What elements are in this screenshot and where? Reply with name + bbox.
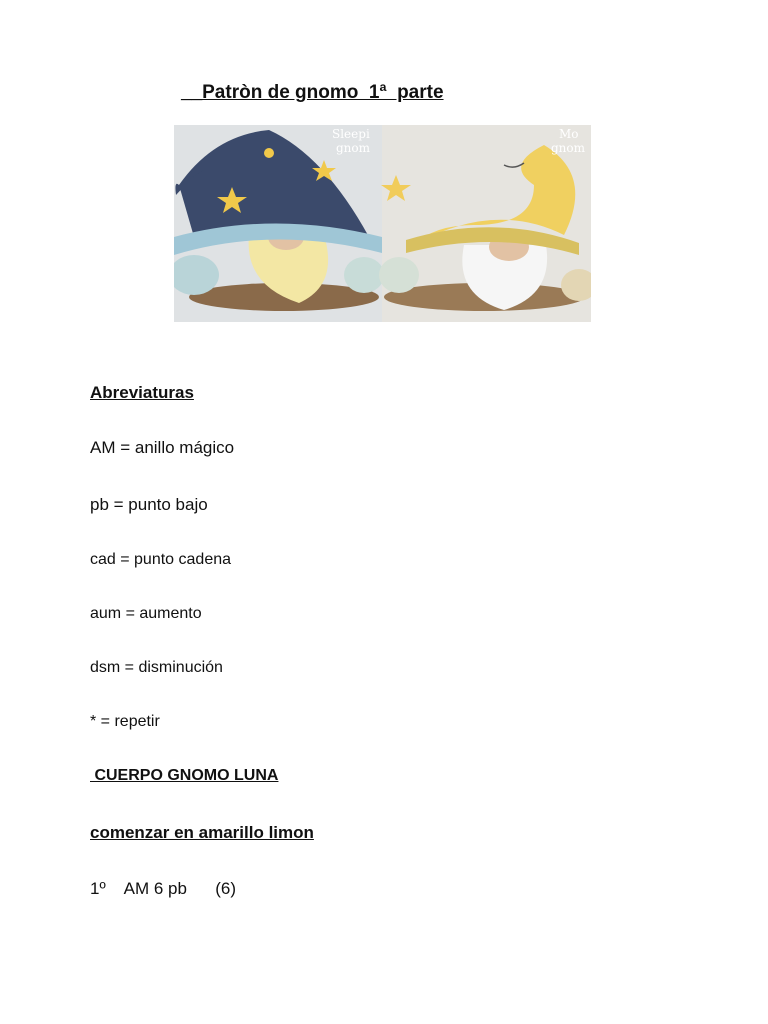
start-heading: comenzar en amarillo limon [90, 823, 314, 842]
abbreviation-repeat: * = repetir [90, 713, 160, 730]
photo-label-right: Mo [559, 127, 579, 141]
abbreviation-dsm: dsm = disminución [90, 659, 223, 676]
abbreviation-cad: cad = punto cadena [90, 551, 232, 568]
pattern-row-1: 1º AM 6 pb (6) [90, 879, 237, 898]
abbreviation-pb: pb = punto bajo [90, 495, 208, 514]
svg-text:gnom: gnom [336, 141, 371, 155]
abbreviation-am: AM = anillo mágico [90, 438, 235, 457]
svg-text:gnom: gnom [551, 141, 586, 155]
abbreviations-heading: Abreviaturas [90, 383, 194, 402]
section-heading: CUERPO GNOMO LUNA [90, 767, 279, 784]
gnome-photo [174, 125, 591, 322]
abbreviation-aum: aum = aumento [90, 605, 202, 622]
document-title: __Patròn de gnomo 1ª parte [181, 82, 444, 103]
svg-text:Sleepi: Sleepi [332, 127, 370, 141]
